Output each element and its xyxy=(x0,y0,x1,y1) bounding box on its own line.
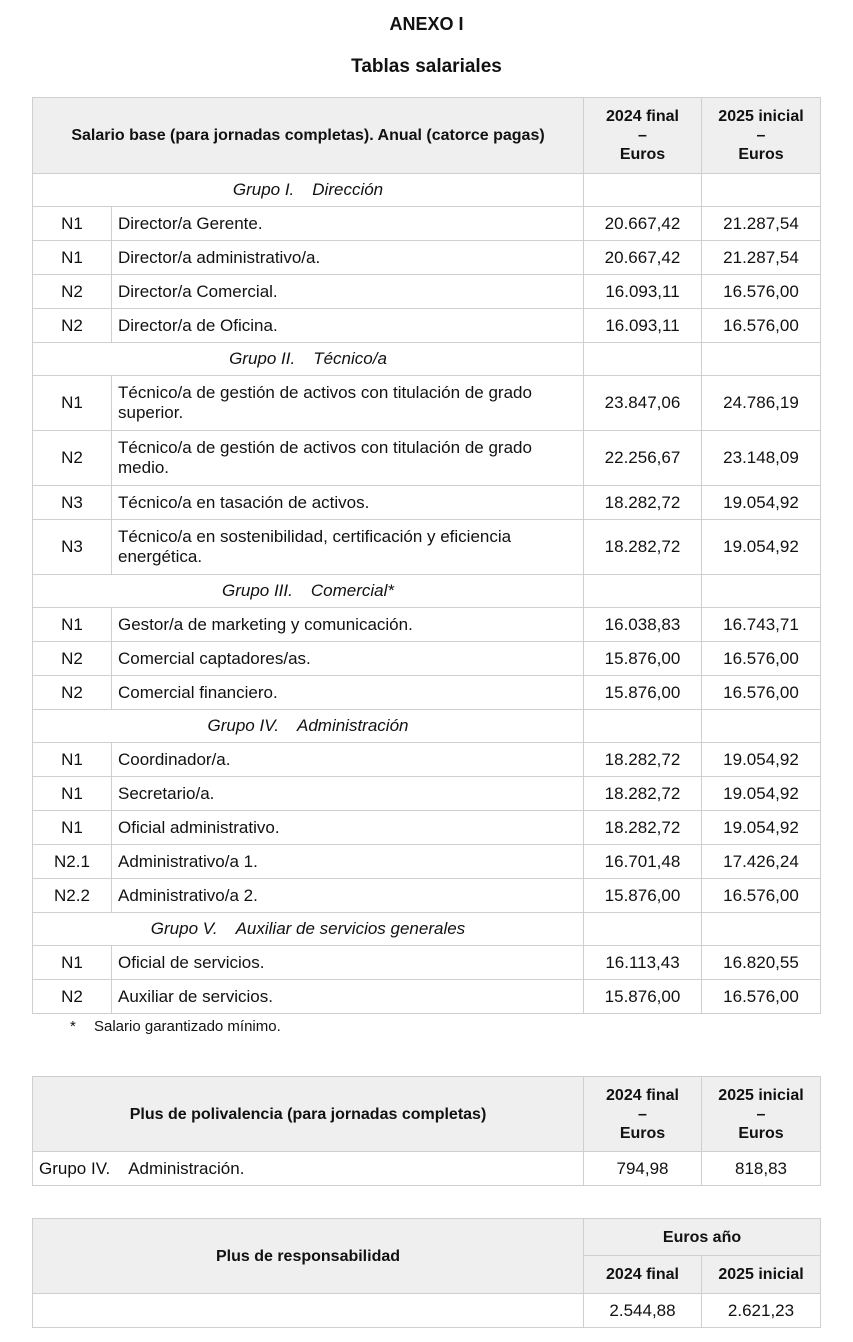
group-name: Administración. xyxy=(128,1158,245,1178)
table-row xyxy=(33,376,821,431)
description-cell: Técnico/a en tasación de activos. xyxy=(112,486,584,520)
header-line: 2024 final xyxy=(606,1086,679,1104)
level-cell: N2 xyxy=(33,980,112,1014)
value-2024-cell: 15.876,00 xyxy=(584,980,702,1014)
value-2025-cell: 16.576,00 xyxy=(702,980,821,1014)
level-cell: N1 xyxy=(33,946,112,980)
polyvalence-table xyxy=(32,1076,821,1186)
value-2025-cell: 19.054,92 xyxy=(702,520,821,575)
value-2024-cell: 15.876,00 xyxy=(584,879,702,913)
header-line: – xyxy=(756,1105,766,1123)
value-2025-cell: 19.054,92 xyxy=(702,486,821,520)
column-header-2025 xyxy=(702,98,821,174)
footnote-text: Salario garantizado mínimo. xyxy=(94,1018,281,1035)
table-row xyxy=(33,743,821,777)
empty-cell xyxy=(702,575,821,608)
level-cell: N1 xyxy=(33,777,112,811)
table-row xyxy=(33,309,821,343)
value-2025-cell: 19.054,92 xyxy=(702,743,821,777)
responsibility-table xyxy=(32,1218,821,1328)
description-cell: Auxiliar de servicios. xyxy=(112,980,584,1014)
value-2025-cell: 818,83 xyxy=(702,1152,821,1186)
footnote xyxy=(70,1018,281,1035)
table-row xyxy=(33,486,821,520)
value-2025-cell: 16.576,00 xyxy=(702,879,821,913)
description-cell: Administrativo/a 1. xyxy=(112,845,584,879)
group-number: Grupo II. xyxy=(229,349,296,368)
group-number: Grupo IV. xyxy=(39,1158,111,1178)
group-number: Grupo V. xyxy=(150,919,218,938)
group-row xyxy=(33,710,821,743)
value-2024-cell: 16.038,83 xyxy=(584,608,702,642)
level-cell: N1 xyxy=(33,743,112,777)
group-number: Grupo IV. xyxy=(207,716,279,735)
description-cell: Oficial de servicios. xyxy=(112,946,584,980)
level-cell: N3 xyxy=(33,520,112,575)
column-header-2025: 2025 inicial xyxy=(702,1256,821,1294)
empty-cell xyxy=(584,710,702,743)
document-subtitle: Tablas salariales xyxy=(351,56,502,77)
empty-cell xyxy=(702,913,821,946)
column-header-2024: 2024 final xyxy=(584,1256,702,1294)
value-2024-cell: 20.667,42 xyxy=(584,207,702,241)
level-cell: N2 xyxy=(33,275,112,309)
description-cell: Gestor/a de marketing y comunicación. xyxy=(112,608,584,642)
empty-cell xyxy=(584,174,702,207)
value-2024-cell: 18.282,72 xyxy=(584,811,702,845)
column-header-2024 xyxy=(584,98,702,174)
value-2024-cell: 18.282,72 xyxy=(584,486,702,520)
group-label xyxy=(33,575,584,608)
group-name: Administración xyxy=(297,716,409,735)
header-line: 2024 final xyxy=(606,108,679,125)
group-name: Técnico/a xyxy=(313,349,387,368)
description-cell: Director/a Gerente. xyxy=(112,207,584,241)
table-row xyxy=(33,845,821,879)
level-cell: N2 xyxy=(33,676,112,710)
table-row xyxy=(33,207,821,241)
group-cell xyxy=(33,1152,584,1186)
empty-cell xyxy=(584,343,702,376)
group-label xyxy=(33,710,584,743)
value-2025-cell: 19.054,92 xyxy=(702,777,821,811)
value-2025-cell: 2.621,23 xyxy=(702,1294,821,1328)
value-2024-cell: 20.667,42 xyxy=(584,241,702,275)
header-line: – xyxy=(638,127,647,144)
value-2025-cell: 16.576,00 xyxy=(702,275,821,309)
table-row xyxy=(33,777,821,811)
empty-cell xyxy=(584,575,702,608)
group-name: Dirección xyxy=(312,180,384,199)
table-row xyxy=(33,1152,821,1186)
column-header-title: Plus de responsabilidad xyxy=(33,1219,584,1294)
description-cell: Comercial financiero. xyxy=(112,676,584,710)
label-cell xyxy=(33,1294,584,1328)
description-cell: Administrativo/a 2. xyxy=(112,879,584,913)
table-row xyxy=(33,275,821,309)
description-cell: Técnico/a de gestión de activos con titulación de grado superior. xyxy=(112,376,584,431)
value-2025-cell: 24.786,19 xyxy=(702,376,821,431)
description-cell: Técnico/a de gestión de activos con titulación de grado medio. xyxy=(112,431,584,486)
value-2024-cell: 2.544,88 xyxy=(584,1294,702,1328)
description-cell: Director/a Comercial. xyxy=(112,275,584,309)
group-row xyxy=(33,913,821,946)
level-cell: N2.2 xyxy=(33,879,112,913)
description-cell: Técnico/a en sostenibilidad, certificación y eficiencia energética. xyxy=(112,520,584,575)
group-name: Comercial* xyxy=(310,581,394,600)
empty-cell xyxy=(584,913,702,946)
header-line: Euros xyxy=(738,146,784,163)
value-2025-cell: 16.576,00 xyxy=(702,642,821,676)
value-2025-cell: 17.426,24 xyxy=(702,845,821,879)
group-number: Grupo III. xyxy=(221,581,293,600)
description-cell: Secretario/a. xyxy=(112,777,584,811)
column-header-title: Plus de polivalencia (para jornadas completas) xyxy=(33,1077,584,1152)
group-label xyxy=(33,174,584,207)
group-label xyxy=(33,343,584,376)
column-header-2025 xyxy=(702,1077,821,1152)
header-line: – xyxy=(638,1105,647,1123)
description-cell: Director/a de Oficina. xyxy=(112,309,584,343)
header-line: Euros xyxy=(738,1124,784,1142)
base-salary-table xyxy=(32,97,821,1014)
description-cell: Oficial administrativo. xyxy=(112,811,584,845)
table-row xyxy=(33,879,821,913)
annex-title: ANEXO I xyxy=(389,14,464,34)
value-2025-cell: 16.576,00 xyxy=(702,309,821,343)
value-2024-cell: 16.093,11 xyxy=(584,275,702,309)
header-line: Euros xyxy=(619,1124,666,1142)
level-cell: N1 xyxy=(33,811,112,845)
column-header-2024 xyxy=(584,1077,702,1152)
value-2024-cell: 18.282,72 xyxy=(584,520,702,575)
value-2024-cell: 18.282,72 xyxy=(584,743,702,777)
group-name: Auxiliar de servicios generales xyxy=(235,919,466,938)
group-row xyxy=(33,343,821,376)
table-row xyxy=(33,946,821,980)
value-2025-cell: 21.287,54 xyxy=(702,241,821,275)
level-cell: N1 xyxy=(33,376,112,431)
table-row xyxy=(33,608,821,642)
value-2024-cell: 15.876,00 xyxy=(584,676,702,710)
empty-cell xyxy=(702,710,821,743)
header-line: 2025 inicial xyxy=(718,108,804,125)
table-header-row xyxy=(33,1219,821,1256)
level-cell: N1 xyxy=(33,241,112,275)
value-2025-cell: 19.054,92 xyxy=(702,811,821,845)
footnote-marker: * xyxy=(70,1018,76,1035)
table-row xyxy=(33,1294,821,1328)
column-header-title: Salario base (para jornadas completas). Anual (catorce pagas) xyxy=(33,98,584,174)
value-2024-cell: 16.701,48 xyxy=(584,845,702,879)
group-row xyxy=(33,174,821,207)
table-row xyxy=(33,241,821,275)
value-2024-cell: 22.256,67 xyxy=(584,431,702,486)
value-2025-cell: 16.820,55 xyxy=(702,946,821,980)
description-cell: Director/a administrativo/a. xyxy=(112,241,584,275)
level-cell: N2 xyxy=(33,642,112,676)
value-2024-cell: 16.113,43 xyxy=(584,946,702,980)
description-cell: Coordinador/a. xyxy=(112,743,584,777)
header-line: – xyxy=(756,127,766,144)
description-cell: Comercial captadores/as. xyxy=(112,642,584,676)
value-2024-cell: 15.876,00 xyxy=(584,642,702,676)
value-2025-cell: 16.743,71 xyxy=(702,608,821,642)
level-cell: N2 xyxy=(33,309,112,343)
level-cell: N1 xyxy=(33,207,112,241)
level-cell: N2.1 xyxy=(33,845,112,879)
level-cell: N1 xyxy=(33,608,112,642)
value-2025-cell: 16.576,00 xyxy=(702,676,821,710)
table-header-row xyxy=(33,1077,821,1152)
table-header-row xyxy=(33,98,821,174)
level-cell: N2 xyxy=(33,431,112,486)
column-header-span: Euros año xyxy=(584,1219,821,1256)
group-label xyxy=(33,913,584,946)
group-row xyxy=(33,575,821,608)
value-2024-cell: 23.847,06 xyxy=(584,376,702,431)
header-line: Euros xyxy=(619,146,666,163)
header-line: 2025 inicial xyxy=(718,1086,804,1104)
table-row xyxy=(33,642,821,676)
value-2025-cell: 23.148,09 xyxy=(702,431,821,486)
value-2024-cell: 794,98 xyxy=(584,1152,702,1186)
group-number: Grupo I. xyxy=(232,180,295,199)
level-cell: N3 xyxy=(33,486,112,520)
empty-cell xyxy=(702,343,821,376)
empty-cell xyxy=(702,174,821,207)
value-2025-cell: 21.287,54 xyxy=(702,207,821,241)
table-row xyxy=(33,520,821,575)
table-row xyxy=(33,811,821,845)
table-row xyxy=(33,676,821,710)
table-row xyxy=(33,980,821,1014)
value-2024-cell: 18.282,72 xyxy=(584,777,702,811)
value-2024-cell: 16.093,11 xyxy=(584,309,702,343)
table-row xyxy=(33,431,821,486)
